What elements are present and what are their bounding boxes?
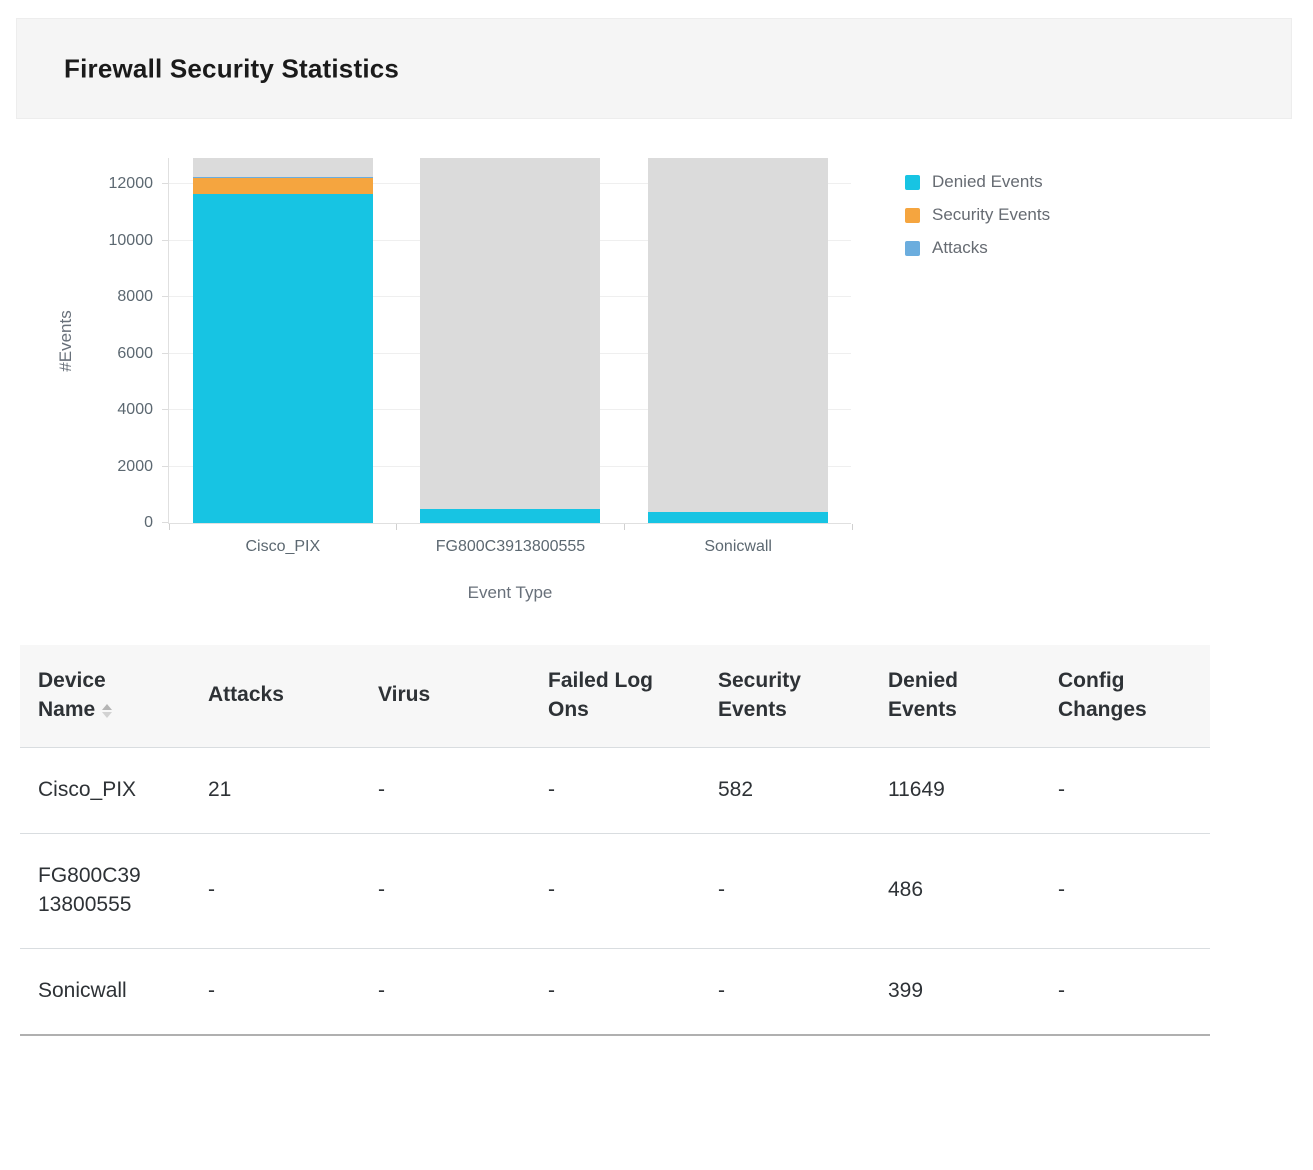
column-header-label: Failed Log Ons (548, 669, 653, 721)
column-header-label: Device Name (38, 669, 106, 721)
y-axis-tick (162, 183, 168, 184)
column-header-label: Config Changes (1058, 669, 1147, 721)
x-axis-title: Event Type (467, 583, 553, 602)
value-cell: - (548, 777, 555, 801)
bar-Cisco_PIX[interactable] (169, 158, 397, 555)
bar-background-track (420, 158, 600, 523)
y-tick-label: 6000 (117, 344, 153, 362)
x-category-label: Cisco_PIX (245, 538, 321, 555)
legend-label: Attacks (932, 238, 988, 257)
y-tick-label: 10000 (108, 231, 153, 249)
x-axis-tick (852, 524, 853, 530)
page-title: Firewall Security Statistics (64, 53, 400, 83)
value-cell: - (1058, 978, 1065, 1002)
legend-item-denied-events[interactable] (905, 172, 1050, 192)
column-header-label: Denied Events (888, 669, 959, 721)
value-cell: - (378, 878, 385, 902)
value-cell: 582 (718, 777, 754, 801)
legend-item-attacks[interactable] (905, 238, 1050, 258)
x-category-label: Sonicwall (704, 538, 772, 555)
y-tick-label: 12000 (108, 175, 153, 193)
y-axis-tick (162, 296, 168, 297)
value-cell: - (718, 878, 725, 902)
bar-segment-denied-events[interactable] (193, 194, 373, 523)
x-category-label: FG800C3913800555 (435, 538, 586, 555)
sort-icon[interactable] (102, 704, 112, 718)
x-axis-tick (396, 524, 397, 530)
bar-segment-security-events[interactable] (193, 178, 373, 194)
chart-legend (905, 172, 1050, 258)
legend-label: Denied Events (932, 172, 1043, 191)
x-axis-tick (624, 524, 625, 530)
value-cell: - (208, 878, 215, 902)
y-tick-label: 0 (144, 514, 153, 531)
bar-segment-denied-events[interactable] (648, 512, 828, 523)
value-cell: - (208, 978, 215, 1002)
table-body (20, 747, 1210, 1034)
table-header (20, 645, 1210, 747)
bar-FG800C3913800555[interactable] (397, 158, 625, 555)
plot-area (108, 158, 851, 555)
column-header-virus (360, 645, 530, 747)
column-header-device-name[interactable] (20, 645, 190, 747)
value-cell: 399 (888, 978, 924, 1002)
sort-down-arrow-icon (102, 712, 112, 718)
column-header-security-events (700, 645, 870, 747)
column-header-denied-events (870, 645, 1040, 747)
y-axis-tick (162, 522, 168, 523)
value-cell: - (1058, 777, 1065, 801)
table-row-cisco_pix (20, 747, 1210, 833)
value-cell: - (378, 777, 385, 801)
y-axis-tick (162, 466, 168, 467)
column-header-label: Security Events (718, 669, 801, 721)
column-header-config-changes (1040, 645, 1210, 747)
value-cell: 11649 (888, 777, 945, 801)
value-cell: 21 (208, 777, 232, 801)
column-header-attacks (190, 645, 360, 747)
value-cell: - (1058, 878, 1065, 902)
device-statistics-table (20, 645, 1210, 1036)
bar-Sonicwall[interactable] (624, 158, 852, 555)
y-tick-label: 4000 (117, 401, 153, 419)
legend-item-security-events[interactable] (905, 205, 1050, 225)
bar-segment-denied-events[interactable] (420, 509, 600, 523)
firewall-events-chart (0, 150, 1313, 640)
value-cell: - (718, 978, 725, 1002)
x-axis-tick (169, 524, 170, 530)
column-header-label: Attacks (208, 683, 284, 707)
legend-swatch (905, 241, 920, 256)
bar-background-track (648, 158, 828, 523)
y-axis-tick (162, 353, 168, 354)
column-header-failed-log-ons (530, 645, 700, 747)
report-header-panel (16, 18, 1292, 119)
y-tick-label: 2000 (117, 457, 153, 475)
table-row-fg800c3913800555 (20, 833, 1210, 948)
y-axis-tick (162, 240, 168, 241)
value-cell: 486 (888, 878, 924, 902)
table-row-sonicwall (20, 948, 1210, 1034)
device-name-cell: Sonicwall (38, 978, 127, 1002)
legend-label: Security Events (932, 205, 1051, 224)
value-cell: - (548, 878, 555, 902)
device-name-cell: FG800C3913800555 (38, 863, 141, 916)
legend-swatch (905, 175, 920, 190)
value-cell: - (548, 978, 555, 1002)
y-axis-title: #Events (56, 310, 75, 372)
value-cell: - (378, 978, 385, 1002)
sort-up-arrow-icon (102, 704, 112, 710)
bar-segment-attacks[interactable] (193, 177, 373, 178)
column-header-label: Virus (378, 683, 431, 707)
device-name-cell: Cisco_PIX (38, 777, 137, 801)
y-tick-label: 8000 (117, 288, 153, 306)
y-axis-tick (162, 409, 168, 410)
legend-swatch (905, 208, 920, 223)
